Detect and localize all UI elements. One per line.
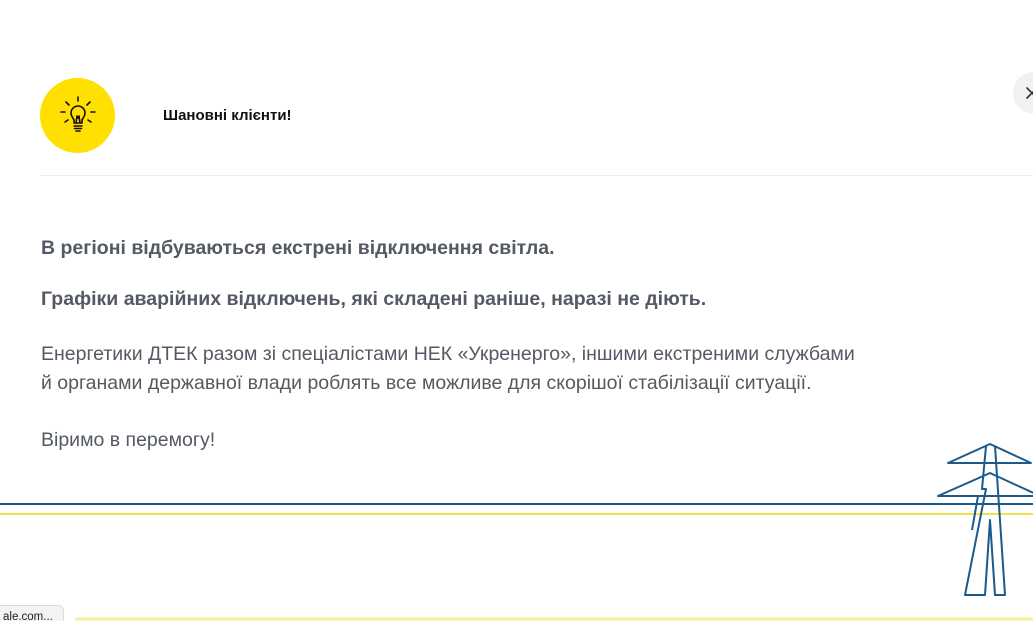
close-button[interactable] xyxy=(1013,72,1033,114)
info-paragraph-line1: Енергетики ДТЕК разом зі спеціалістами НЕК «Укренерго», іншими екстреними службами xyxy=(41,343,855,365)
info-paragraph xyxy=(41,340,1001,398)
close-icon xyxy=(1025,86,1033,100)
modal-header xyxy=(40,78,292,153)
emergency-outage-text: В регіоні відбуваються екстрені відключення світла. xyxy=(41,237,555,259)
lightbulb-badge xyxy=(40,78,115,153)
header-divider xyxy=(40,175,1033,176)
lightbulb-icon xyxy=(55,93,101,139)
victory-text: Віримо в перемогу! xyxy=(41,429,216,451)
power-line-tower-icon xyxy=(938,444,1033,595)
status-url-bubble: ale.com... xyxy=(0,605,64,621)
info-paragraph-line2: й органами державної влади роблять все можливе для скорішої стабілізації ситуації. xyxy=(41,372,812,394)
modal-body xyxy=(41,233,1001,455)
power-line-decoration xyxy=(0,430,1033,621)
modal-title: Шановні клієнти! xyxy=(163,107,292,124)
schedules-invalid-text: Графіки аварійних відключень, які складені раніше, наразі не діють. xyxy=(41,288,707,310)
